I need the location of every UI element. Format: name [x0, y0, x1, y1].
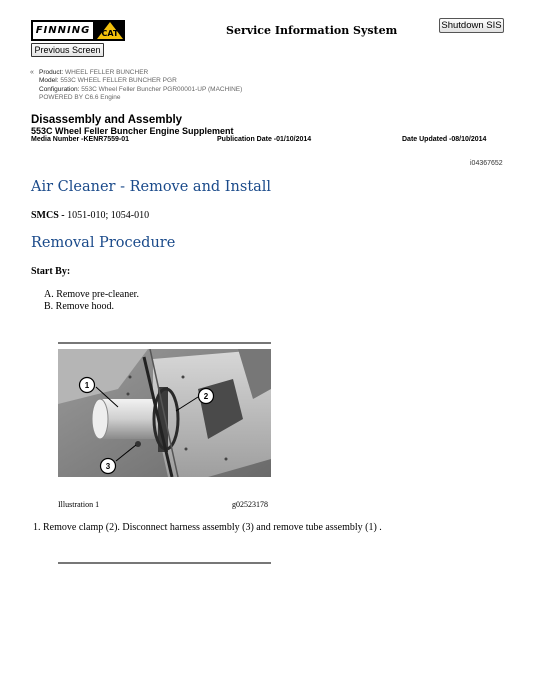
start-by-label: Start By:: [31, 266, 71, 277]
document-id: i04367652: [470, 160, 503, 167]
smcs-value: 1051-010; 1054-010: [64, 210, 150, 221]
finning-logo-text: FINNING: [31, 20, 95, 41]
product-label: Product:: [39, 69, 64, 76]
configuration-label: Configuration:: [39, 85, 80, 93]
list-item: B. Remove hood.: [44, 301, 114, 312]
list-item: A. Remove pre-cleaner.: [44, 289, 139, 300]
product-info: [30, 69, 243, 103]
callout-1: [80, 378, 95, 393]
prerequisite-list: [44, 289, 139, 313]
collapse-arrows-icon[interactable]: «: [30, 69, 34, 76]
finning-cat-logo: [31, 20, 127, 41]
svg-text:1: 1: [84, 381, 90, 390]
media-number: Media Number -KENR7559-01: [31, 136, 130, 143]
removal-procedure-heading: Removal Procedure: [31, 235, 176, 251]
system-title: Service Information System: [226, 24, 398, 37]
callout-2: [199, 389, 214, 404]
page-title: Air Cleaner - Remove and Install: [31, 179, 272, 195]
smcs-label: SMCS -: [31, 210, 65, 221]
illustration-label: Illustration 1: [58, 500, 100, 509]
model-label: Model:: [39, 77, 59, 85]
callout-3: [101, 459, 116, 474]
previous-screen-button[interactable]: Previous Screen: [31, 43, 104, 57]
publication-date: Publication Date -01/10/2014: [217, 136, 312, 143]
powered-by: POWERED BY C6.6 Engine: [39, 94, 121, 102]
product-value: WHEEL FELLER BUNCHER: [65, 69, 149, 76]
cat-logo-icon: [95, 20, 125, 41]
configuration-value: 553C Wheel Feller Buncher PGR00001-UP (MACHINE): [81, 85, 243, 93]
model-value: 553C WHEEL FELLER BUNCHER PGR: [60, 77, 177, 85]
section-title: Disassembly and Assembly: [31, 114, 183, 126]
date-updated: Date Updated -08/10/2014: [402, 136, 487, 143]
shutdown-sis-button[interactable]: Shutdown SIS: [439, 18, 504, 33]
svg-text:2: 2: [203, 392, 209, 401]
illustration-id: g02523178: [232, 500, 268, 509]
procedure-step-1: 1. Remove clamp (2). Disconnect harness assembly (3) and remove tube assembly (1) .: [33, 522, 382, 533]
figure-top-rule: [58, 342, 271, 344]
document-subtitle: 553C Wheel Feller Buncher Engine Supplement: [31, 126, 234, 136]
svg-text:3: 3: [105, 462, 111, 471]
cat-logo-mark: CAT: [101, 29, 119, 38]
smcs-codes: [31, 210, 149, 221]
figure-top-rule-2: [58, 562, 271, 564]
illustration-photo: [58, 349, 271, 477]
